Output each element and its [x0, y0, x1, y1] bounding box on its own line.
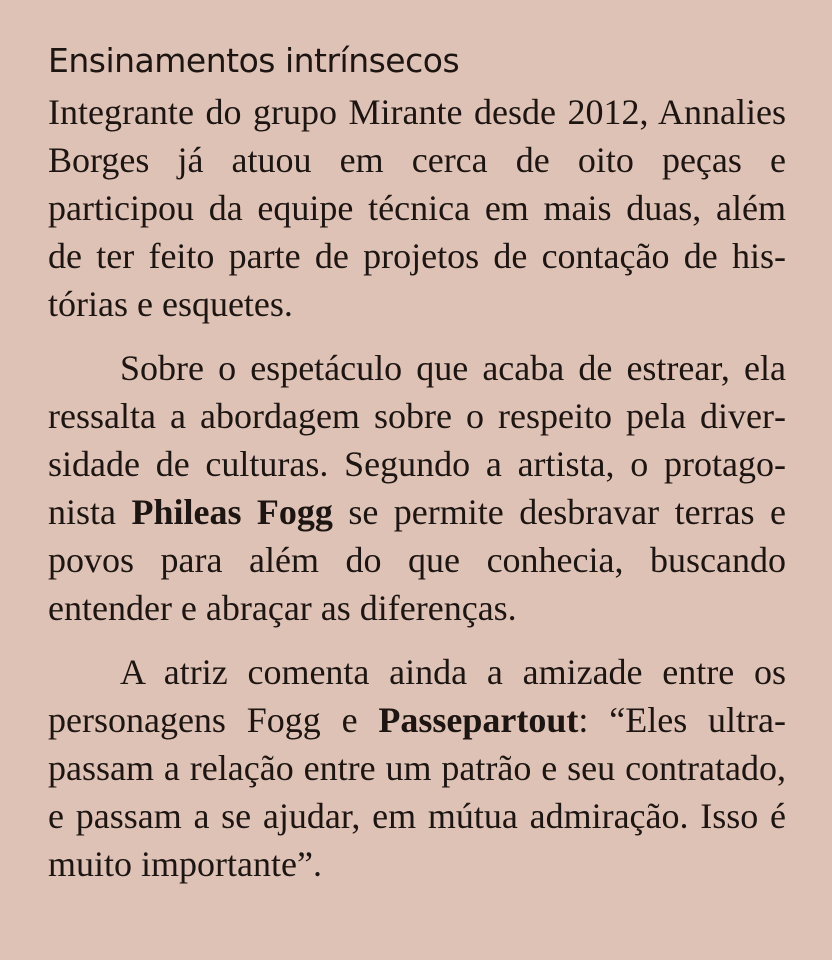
paragraph-intro: Integrante do grupo Mirante desde 2012, Annalies Borges já atuou em cerca de oito peças e participou da equipe técnica em mais duas, além de ter feito parte de projetos de contação de histórias e esquetes. [48, 92, 786, 324]
paragraph-text: A atriz comenta ainda a amizade entre os personagens Fogg e [48, 652, 786, 740]
paragraph-text: Sobre o espetáculo que acaba de estrear, ela ressalta a abordagem sobre o respeito pela diversidade de culturas. Segundo a artista, o protagonista [48, 348, 786, 532]
character-name-phileas-fogg: Phileas Fogg [131, 492, 333, 532]
paragraph-friendship [48, 648, 786, 888]
character-name-passepartout: Passepartout [378, 700, 579, 740]
paragraph-spectacle [48, 344, 786, 632]
paragraph-text: : “Eles ultrapassam a relação entre um patrão e seu contratado, e passam a se ajudar, em mútua admiração. Isso é muito importante”. [48, 700, 786, 884]
article-box [48, 38, 786, 888]
article-title: Ensinamentos intrínsecos [48, 41, 460, 80]
paragraph-text: se permite desbravar terras e povos para além do que conhecia, buscando entender e abraçar as diferenças. [48, 492, 786, 628]
